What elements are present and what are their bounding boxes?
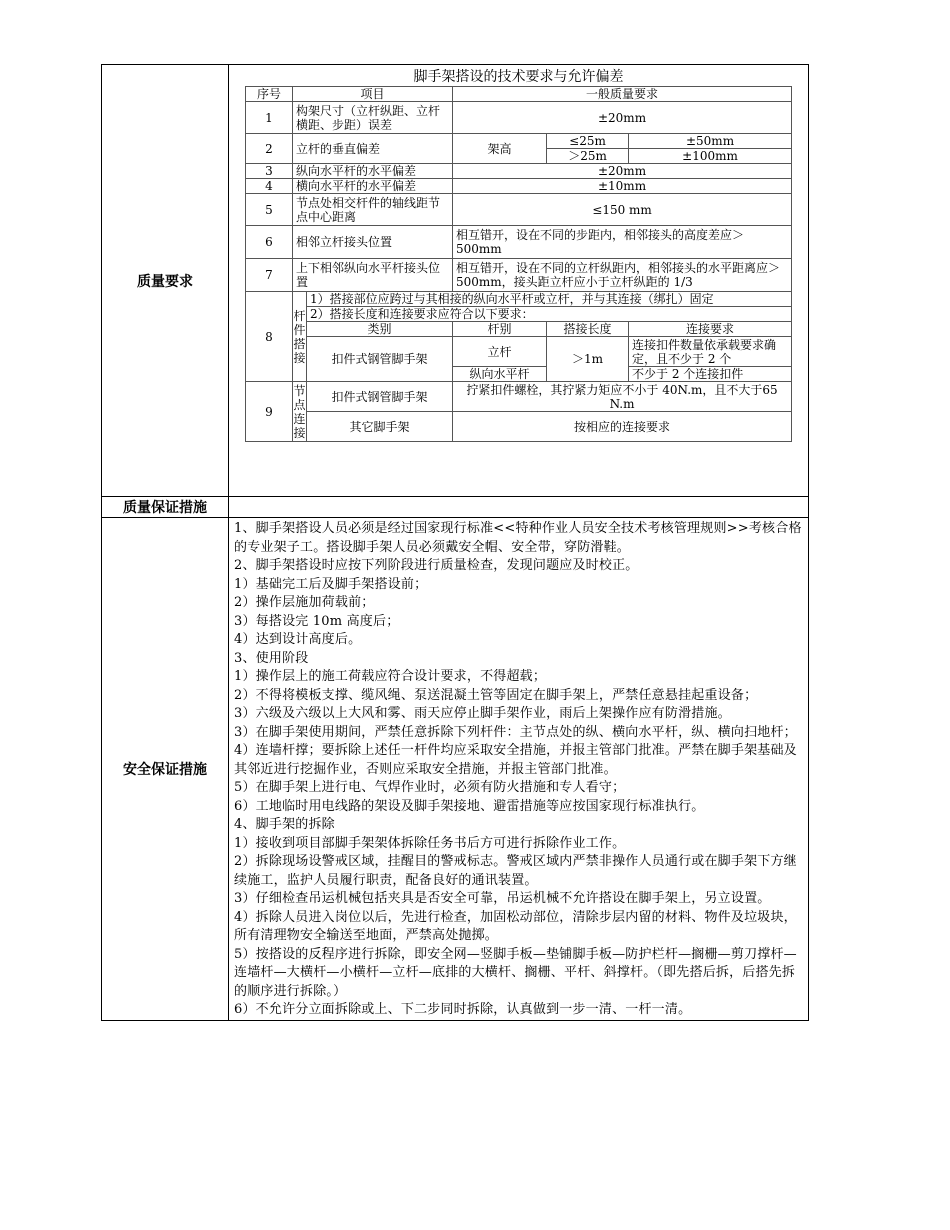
safety-line: 3）六级及六级以上大风和雾、雨天应停止脚手架作业，雨后上架操作应有防滑措施。 bbox=[234, 706, 731, 721]
header-no: 序号 bbox=[246, 87, 293, 102]
safety-line: 1、脚手架搭设人员必须是经过国家现行标准<<特种作业人员安全技术考核管理规则>>考核合格的专业架子工。搭设脚手架人员必须戴安全帽、安全带，穿防滑鞋。 bbox=[234, 521, 802, 555]
construction-spec-table bbox=[101, 64, 809, 1021]
table-header-row bbox=[246, 87, 792, 102]
row-item: 构架尺寸（立杆纵距、立杆横距、步距）误差 bbox=[293, 102, 453, 134]
scaffold-type: 扣件式钢管脚手架 bbox=[307, 337, 453, 382]
safety-line: 2）操作层施加荷载前； bbox=[234, 595, 375, 610]
safety-line: 6）工地临时用电线路的架设及脚手架接地、避雷措施等应按国家现行标准执行。 bbox=[234, 798, 705, 814]
tolerance-table bbox=[245, 86, 792, 442]
tolerance-2: ±100mm bbox=[629, 149, 792, 164]
node-req-1: 拧紧扣件螺栓，其拧紧力矩应不小于 40N.m，且不大于65 N.m bbox=[453, 382, 792, 412]
row-no: 1 bbox=[246, 102, 293, 134]
lap-length: ＞1m bbox=[547, 337, 629, 382]
height-range-1: ≤25m bbox=[547, 134, 629, 149]
table-row bbox=[246, 226, 792, 259]
lap-rule-2: 2）搭接长度和连接要求应符合以下要求： bbox=[307, 307, 792, 322]
safety-line: 4、脚手架的拆除 bbox=[234, 817, 335, 832]
sub-header-req: 连接要求 bbox=[629, 322, 792, 337]
safety-line: 2）拆除现场设警戒区域，挂醒目的警戒标志。警戒区域内严禁非操作人员通行或在脚手架下方继续施工，监护人员履行职责，配备良好的通讯装置。 bbox=[234, 854, 797, 888]
row-no: 2 bbox=[246, 134, 293, 164]
safety-line: 3）仔细检查吊运机械包括夹具是否安全可靠，吊运机械不允许搭设在脚手架上，另立设置。 bbox=[234, 891, 771, 906]
safety-line: 3）每搭设完 10m 高度后； bbox=[234, 613, 400, 629]
table-row bbox=[246, 179, 792, 194]
node-type-1: 扣件式钢管脚手架 bbox=[307, 382, 453, 412]
row-item: 上下相邻纵向水平杆接头位置 bbox=[293, 259, 453, 292]
table-row bbox=[246, 322, 792, 337]
row-req: ≤150 mm bbox=[453, 194, 792, 226]
table-row bbox=[246, 102, 792, 134]
row-req: ±10mm bbox=[453, 179, 792, 194]
row-no: 5 bbox=[246, 194, 293, 226]
lap-rule-1: 1）搭接部位应跨过与其相接的纵向水平杆或立杆，并与其连接（绑扎）固定 bbox=[307, 292, 792, 307]
connection-req-2: 不少于 2 个连接扣件 bbox=[629, 367, 792, 382]
row-no: 8 bbox=[246, 292, 293, 382]
node-type-2: 其它脚手架 bbox=[307, 412, 453, 442]
height-range-2: ＞25m bbox=[547, 149, 629, 164]
row-req: 相互错开，设在不同的立杆纵距内，相邻接头的水平距离应＞500mm，接头距立杆应小于立杆纵距的 1/3 bbox=[453, 259, 792, 292]
inner-table-title: 脚手架搭设的技术要求与允许偏差 bbox=[413, 69, 624, 85]
safety-line: 1）接收到项目部脚手架架体拆除任务书后方可进行拆除作业工作。 bbox=[234, 835, 626, 851]
sub-header-length: 搭接长度 bbox=[547, 322, 629, 337]
safety-line: 4）拆除人员进入岗位以后，先进行检查，加固松动部位，清除步层内留的材料、物件及垃圾块，所有清理物安全输送至地面，严禁高处抛掷。 bbox=[234, 909, 797, 943]
safety-line: 3、使用阶段 bbox=[234, 650, 309, 666]
sub-header-bar: 杆别 bbox=[453, 322, 547, 337]
quality-content bbox=[229, 65, 809, 497]
table-row bbox=[246, 412, 792, 442]
row-req: ±20mm bbox=[453, 164, 792, 179]
bar-type-2: 纵向水平杆 bbox=[453, 367, 547, 382]
row-req: ±20mm bbox=[453, 102, 792, 134]
row-no: 7 bbox=[246, 259, 293, 292]
node-req-2: 按相应的连接要求 bbox=[453, 412, 792, 442]
row-item: 相邻立杆接头位置 bbox=[293, 226, 453, 259]
row-item: 节点处相交杆件的轴线距节点中心距离 bbox=[293, 194, 453, 226]
table-row bbox=[246, 259, 792, 292]
safety-line: 2）不得将模板支撑、缆风绳、泵送混凝土管等固定在脚手架上，严禁任意悬挂起重设备； bbox=[234, 687, 758, 703]
row-no: 4 bbox=[246, 179, 293, 194]
safety-line: 1）基础完工后及脚手架搭设前； bbox=[234, 576, 428, 592]
table-row bbox=[246, 194, 792, 226]
row-label-vertical: 杆件搭接 bbox=[293, 292, 307, 382]
connection-req-1: 连接扣件数量依承载要求确定，且不少于 2 个 bbox=[629, 337, 792, 367]
qa-measures-content bbox=[229, 497, 809, 518]
row-no: 6 bbox=[246, 226, 293, 259]
row-item: 横向水平杆的水平偏差 bbox=[293, 179, 453, 194]
bar-type-1: 立杆 bbox=[453, 337, 547, 367]
safety-line: 6）不允许分立面拆除或上、下二步同时拆除，认真做到一步一清、一杆一清。 bbox=[234, 1002, 692, 1017]
row-sub: 架高 bbox=[453, 134, 547, 164]
row-item: 立杆的垂直偏差 bbox=[293, 134, 453, 164]
safety-label: 安全保证措施 bbox=[102, 518, 229, 1021]
row-req: 相互错开，设在不同的步距内，相邻接头的高度差应＞500mm bbox=[453, 226, 792, 259]
safety-line: 4）达到设计高度后。 bbox=[234, 632, 362, 647]
safety-line: 2、脚手架搭设时应按下列阶段进行质量检查，发现问题应及时校正。 bbox=[234, 558, 639, 573]
table-row bbox=[246, 292, 792, 307]
qa-measures-label: 质量保证措施 bbox=[102, 497, 229, 518]
header-item: 项目 bbox=[293, 87, 453, 102]
row-no: 3 bbox=[246, 164, 293, 179]
safety-line: 5）按搭设的反程序进行拆除，即安全网—竖脚手板—垫铺脚手板—防护栏杆—搁栅—剪刀撑杆—连墙杆—大横杆—小横杆—立杆—底排的大横杆、搁栅、平杆、斜撑杆。（即先搭后拆，后搭先拆的顺序进行拆除。） bbox=[234, 946, 797, 999]
table-row bbox=[246, 337, 792, 367]
safety-line: 1）操作层上的施工荷载应符合设计要求，不得超载； bbox=[234, 669, 547, 684]
table-row bbox=[246, 134, 792, 149]
table-row bbox=[246, 307, 792, 322]
sub-header-type: 类别 bbox=[307, 322, 453, 337]
table-row bbox=[246, 164, 792, 179]
table-row bbox=[246, 382, 792, 412]
quality-label: 质量要求 bbox=[102, 65, 229, 497]
tolerance-1: ±50mm bbox=[629, 134, 792, 149]
row-label-vertical: 节点连接 bbox=[293, 383, 306, 440]
row-item: 纵向水平杆的水平偏差 bbox=[293, 164, 453, 179]
row-no: 9 bbox=[246, 382, 293, 442]
safety-line: 4）连墙杆撑；要拆除上述任一杆件均应采取安全措施，并报主管部门批准。严禁在脚手架基础及其邻近进行挖掘作业，否则应采取安全措施，并报主管部门批准。 bbox=[234, 743, 797, 777]
safety-line: 5）在脚手架上进行电、气焊作业时，必须有防火措施和专人看守； bbox=[234, 780, 626, 795]
safety-content bbox=[229, 518, 809, 1021]
header-req: 一般质量要求 bbox=[453, 87, 792, 102]
safety-line: 3）在脚手架使用期间，严禁任意拆除下列杆件：主节点处的纵、横向水平杆，纵、横向扫地杆； bbox=[234, 724, 797, 740]
